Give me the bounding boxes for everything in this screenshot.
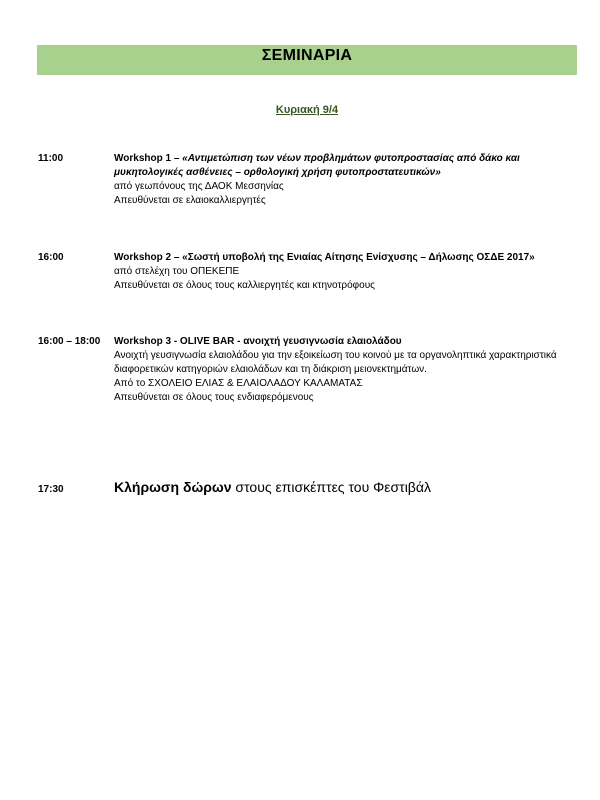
page-title: ΣΕΜΙΝΑΡΙΑ bbox=[261, 47, 353, 64]
raffle-rest-text: στους επισκέπτες του Φεστιβάλ bbox=[231, 479, 431, 495]
entry-content bbox=[114, 152, 584, 208]
entry-time: 16:00 – 18:00 bbox=[38, 336, 101, 347]
entry-audience: Απευθύνεται σε όλους τους ενδιαφερόμενους bbox=[114, 392, 314, 403]
raffle-text bbox=[114, 478, 584, 496]
entry-title-prefix: Workshop 1 – bbox=[114, 153, 183, 164]
entry-title-quote: «Αντιμετώπιση των νέων προβλημάτων φυτοπροστασίας από δάκο και μυκητολογικές ασθένειες – ορθολογική χρήση φυτοπροστατευτικών» bbox=[114, 153, 520, 178]
entry-content bbox=[114, 251, 584, 293]
entry-presenter: από γεωπόνους της ΔΑΟΚ Μεσσηνίας bbox=[114, 181, 284, 192]
entry-audience: Απευθύνεται σε ελαιοκαλλιεργητές bbox=[114, 195, 266, 206]
entry-time: 16:00 bbox=[38, 252, 64, 263]
entry-presenter: Από το ΣΧΟΛΕΙΟ ΕΛΙΑΣ & ΕΛΑΙΟΛΑΔΟΥ ΚΑΛΑΜΑΤΑΣ bbox=[114, 378, 363, 389]
entry-title bbox=[114, 152, 584, 180]
day-heading: Κυριακή 9/4 bbox=[275, 104, 339, 116]
header-band bbox=[37, 45, 577, 75]
entry-title: Workshop 2 – «Σωστή υποβολή της Ενιαίας Αίτησης Ενίσχυσης – Δήλωσης ΟΣΔΕ 2017» bbox=[114, 252, 535, 263]
entry-title: Workshop 3 - OLIVE BAR - ανοιχτή γευσιγνωσία ελαιολάδου bbox=[114, 336, 402, 347]
entry-description: Ανοιχτή γευσιγνωσία ελαιολάδου για την εξοικείωση του κοινού με τα οργανοληπτικά χαρακτηριστικά διαφορετικών κατηγοριών ελαιολάδων και τη διάκριση μειονεκτημάτων. bbox=[114, 350, 557, 375]
entry-presenter: από στελέχη του ΟΠΕΚΕΠΕ bbox=[114, 266, 240, 277]
entry-time: 17:30 bbox=[38, 484, 64, 495]
raffle-bold-text: Κλήρωση δώρων bbox=[114, 479, 232, 495]
entry-content bbox=[114, 335, 584, 405]
entry-time: 11:00 bbox=[38, 153, 64, 164]
entry-audience: Απευθύνεται σε όλους τους καλλιεργητές και κτηνοτρόφους bbox=[114, 280, 375, 291]
